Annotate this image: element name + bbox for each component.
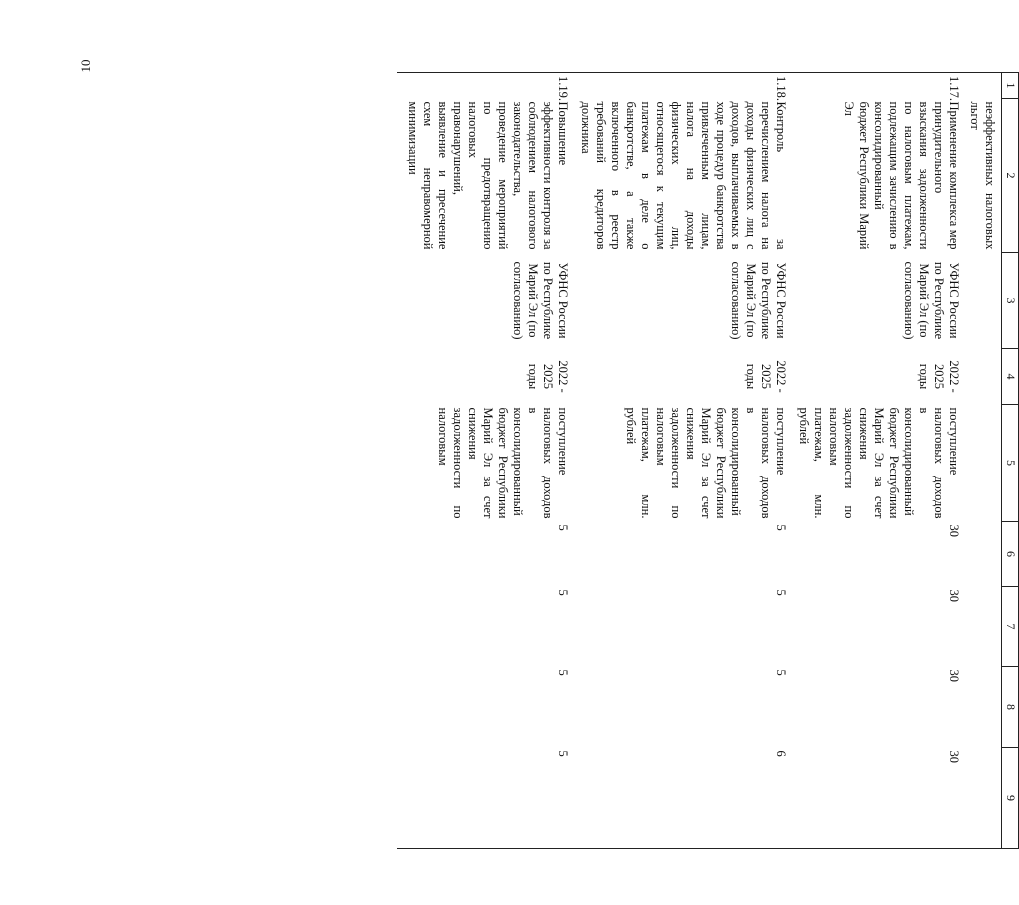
executor: УФНС России по Республике Марий Эл (по согласованию) <box>729 261 788 340</box>
page-number: 10 <box>78 59 93 73</box>
period: 2022 - 2025 годы <box>744 360 788 393</box>
value-col9: 30 <box>788 748 961 849</box>
col-header: 4 <box>1002 349 1019 405</box>
value-col8: 30 <box>947 669 961 682</box>
value-col8: 5 <box>556 669 570 676</box>
col-header: 2 <box>1002 99 1019 253</box>
column-number-header <box>1002 73 1019 849</box>
indicator: поступление налоговых доходов в консолидированный бюджет Республики Марий Эл за счет снижения задолженности по налоговым <box>436 407 570 519</box>
measure-name: Повышение эффективности контроля за соблюдением налогового законодательства, проведение мероприятий по предотвращению налоговых правонарушений, выявление и пресечение схем неправомерной минимизации <box>406 101 570 250</box>
value-col9: 6 <box>570 748 788 849</box>
period: 2022 - 2025 годы <box>917 360 961 393</box>
table-row <box>397 73 570 849</box>
measure-name: Применение комплекса мер принудительного взыскания задолженности по налоговым платежам, подлежащим зачислению в консолидированный бюджет Республики Марий Эл <box>842 101 961 250</box>
row-number: 1.19. <box>397 73 570 99</box>
rotated-table-page <box>406 72 1019 848</box>
table-row <box>788 73 961 849</box>
col-header: 5 <box>1002 405 1019 522</box>
executor: УФНС России по Республике Марий Эл (по согласованию) <box>902 261 961 340</box>
col-header: 7 <box>1002 587 1019 667</box>
col-header: 1 <box>1002 73 1019 99</box>
value-col7: 5 <box>774 589 788 596</box>
value-col6: 5 <box>774 524 788 531</box>
measure-name: Контроль за перечислением налога на доходы физических лиц с доходов, выплачиваемых в ходе процедур банкротства привлеченным лицам, налога на доходы физических лиц, относящегося к текущим платежам в деле о банкротстве, а также включенного в реестр требований кредиторов должника <box>579 101 788 250</box>
period: 2022 - 2025 годы <box>526 360 570 393</box>
col-header: 6 <box>1002 522 1019 587</box>
continuation-text: неэффективных налоговых льгот <box>968 101 997 250</box>
table-row <box>570 73 788 849</box>
value-col9: 5 <box>397 748 570 849</box>
value-col6: 5 <box>556 524 570 531</box>
measures-table <box>397 72 1019 849</box>
value-col8: 5 <box>774 669 788 676</box>
value-col7: 5 <box>556 589 570 596</box>
value-col6: 30 <box>947 524 961 537</box>
row-number: 1.18. <box>570 73 788 99</box>
indicator: поступление налоговых доходов в консолидированный бюджет Республики Марий Эл за счет снижения задолженности по налоговым платежам, млн. рублей <box>624 407 788 519</box>
row-number: 1.17. <box>788 73 961 99</box>
col-header: 8 <box>1002 667 1019 748</box>
indicator: поступление налоговых доходов в консолидированный бюджет Республики Марий Эл за счет снижения задолженности по налоговым платежам, млн. рублей <box>797 407 961 519</box>
continuation-row <box>961 73 1002 849</box>
col-header: 9 <box>1002 748 1019 849</box>
value-col7: 30 <box>947 589 961 602</box>
col-header: 3 <box>1002 253 1019 349</box>
executor: УФНС России по Республике Марий Эл (по согласованию) <box>511 261 570 340</box>
